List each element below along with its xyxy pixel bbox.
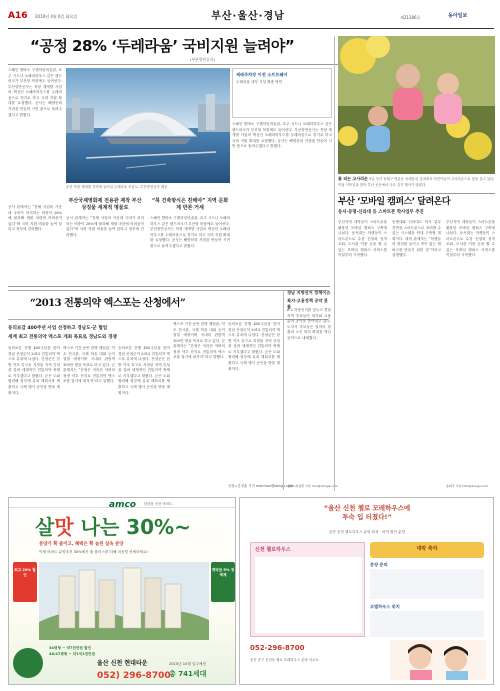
ad1-headline bbox=[35, 514, 191, 541]
page-number: A16 bbox=[8, 11, 28, 21]
lead-sidebar bbox=[232, 68, 332, 118]
ad2-info-box-2 bbox=[370, 611, 484, 637]
expo-body-2: 엑스포 기간 동안 한방 체험관, 약초 전시관, 국제 학술 대회 등이 열릴 예정이며 국내외 관람객 100만 명을 목표로 하고 있다. 군 관계자는 “산청은 지리산 자락의 청정 약초 산지로 전통의약 엑스포를 열기에 최적지”라고 말했다. bbox=[63, 346, 115, 384]
divider bbox=[334, 36, 335, 491]
ad2-section-2: 모델하우스 위치 bbox=[370, 604, 400, 609]
ad1-site: 울산 신천 현대타운 bbox=[97, 660, 148, 667]
issue-number: 제21286호 bbox=[400, 15, 421, 20]
lead-sidebar-title: 재래주차장 이전 소프트웨어 bbox=[236, 72, 288, 77]
apartment-ad[interactable] bbox=[8, 497, 236, 685]
expo-body-5: 동의보감 간행 400주년을 맞아 경남 산청군이 2013 전통의약 엑스포 유치에 나섰다. 산청군은 한방 약초 특구로 지정된 지역 특성을 살려 세계적인 전통의약 축제로 키우겠다고 밝혔다. 군은 도와 협력해 정부에 유치 계획서를 제출하고 국제 행사 승인을 받을 계획이다. bbox=[228, 322, 280, 371]
ad1-headline-mid: 맛 bbox=[54, 515, 74, 539]
divider bbox=[338, 193, 495, 194]
paper-logo: 동아일보 bbox=[448, 13, 468, 19]
spring-photo bbox=[338, 36, 495, 174]
hospital-headline: 경남 지방선거 정책이슈 bbox=[287, 290, 331, 295]
lead-body-5: 스페인 발바오 구겐하임미술관, 호주 시드니 오페라하우스 같은 랜드마크가 부산항 북항에도 들어선다. 부산항만공사는 북항 재개발 사업의 핵심인 오페라하우스를 두레라움으로 짓기로 하고 국비 지원 확대를 요청했다. 공사는 해양문화 거점을 만들어 시민 품으로 돌려주겠다고 밝혔다. bbox=[150, 216, 230, 248]
divider bbox=[8, 286, 330, 287]
section-title: 부산·울산·경남 bbox=[211, 11, 285, 22]
expo-body-4: 엑스포 기간 동안 한방 체험관, 약초 전시관, 국제 학술 대회 등이 열릴 예정이며 국내외 관람객 100만 명을 목표로 하고 있다. 군 관계자는 “산청은 지리산 자락의 청정 약초 산지로 전통의약 엑스포를 열기에 최적지”라고 말했다. bbox=[173, 322, 225, 360]
lead-body-3: 스페인 발바오 구겐하임미술관, 호주 시드니 오페라하우스 같은 랜드마크가 부산항 북항에도 들어선다. 부산항만공사는 북항 재개발 사업의 핵심인 오페라하우스를 두레라움으로 짓기로 하고 국비 지원 확대를 요청했다. 공사는 해양문화 거점을 만들어 시민 품으로 돌려주겠다고 밝혔다. bbox=[232, 122, 332, 149]
ad1-price-badge-2: 계약금 5% 정액제 bbox=[211, 562, 235, 602]
campus-headline: 부산 ‘모바일 캠퍼스’ 달려온다 bbox=[338, 197, 451, 207]
campus-subhead: 동서·동명·신라대 등 스마트폰 학사업무 추진 bbox=[338, 210, 424, 215]
lead-headline: “공정 28% ‘두레라움’ 국비지원 늘려야” bbox=[30, 37, 295, 55]
ad1-phone[interactable]: 052) 296-8700 bbox=[97, 671, 171, 681]
ad1-topbar bbox=[9, 498, 236, 508]
ad1-brand-sub: 한라삼 신천 아파트 bbox=[144, 502, 173, 506]
ad2-sub: 울산 신천 첼로하우스 분양 확정 · 파격 할인 분양 bbox=[328, 530, 406, 534]
expo-body-3: 동의보감 간행 400주년을 맞아 경남 산청군이 2013 전통의약 엑스포 유치에 나섰다. 산청군은 한방 약초 특구로 지정된 지역 특성을 살려 세계적인 전통의약 축제로 키우겠다고 밝혔다. 군은 도와 협력해 정부에 유치 계획서를 제출하고 국제 행사 승인을 받을 계획이다. bbox=[118, 346, 170, 395]
expo-subhead-1: 동의보감 400주년 사업 선정하고 경남도·군 협업 bbox=[8, 326, 108, 331]
ad2-book-page bbox=[255, 557, 362, 633]
divider bbox=[283, 290, 284, 490]
expo-headline-box bbox=[8, 290, 328, 320]
ad2-book-title: 신천 첼로하우스 bbox=[255, 547, 291, 553]
lead-subheadline-2: “북 건축방식은 친해야” 지역 문화계 반론 거세 bbox=[151, 198, 229, 211]
campus-body-2: 동명대와 신라대도 학사 업무 전반을 스마트폰으로 처리할 수 있는 시스템을 연내 구축할 계획이다. 대학 관계자는 “학생들의 편의를 높이고 종이 없는 캠퍼스를 만들기 위한 것”이라고 설명했다. bbox=[392, 220, 441, 258]
ad2-section-1: 분양 문의 bbox=[370, 562, 388, 567]
ad2-book bbox=[250, 542, 365, 637]
spring-caption-title: 꽃 피는 고사리손 bbox=[338, 176, 368, 181]
spring-caption bbox=[338, 176, 495, 188]
ad2-title-line-1: “울산 신천 첼로 모레하우스에 bbox=[323, 504, 411, 512]
campus-byline: 윤희각 기자 toto@donga.com bbox=[446, 484, 489, 488]
lead-sidebar-text: 두레라움 내부 시설 확충 방안 bbox=[236, 79, 283, 84]
ad2-contact[interactable]: 052-296-8700 bbox=[250, 644, 305, 652]
ad1-desc: 이제 아파트 분양조건 30%에서 줄 플러스를 더해 마음껏 선택하세요! bbox=[39, 550, 148, 554]
lead-photo-caption: 부산 북항 재개발 지역에 들어설 두레라움 조감도. 부산항만공사 제공 bbox=[66, 185, 168, 189]
expo-headline: “2013 전통의약 엑스포는 산청에서” bbox=[30, 298, 186, 309]
hospital-subhead: 복지·고용정책 공약 봇물 bbox=[287, 298, 328, 309]
campus-body-1: 부산지역 대학들이 스마트폰을 활용한 모바일 캠퍼스 구축에 나섰다. 동서대는 학생들이 스마트폰으로 수강 신청과 성적 조회, 도서관 이용 등을 할 수 있는 모바일 캠퍼스 서비스를 이달부터 시작했다. bbox=[338, 220, 387, 258]
expo-body-1: 동의보감 간행 400주년을 맞아 경남 산청군이 2013 전통의약 엑스포 유치에 나섰다. 산청군은 한방 약초 특구로 지정된 지역 특성을 살려 세계적인 전통의약 축제로 키우겠다고 밝혔다. 군은 도와 협력해 정부에 유치 계획서를 제출하고 국제 행사 승인을 받을 계획이다. bbox=[8, 346, 60, 395]
ad2-footer: 울산 중구 신천동 첼로 모레하우스 분양 사무소 bbox=[250, 658, 319, 662]
ad1-tagline: 분양가 확 줄이고, 혜택은 확 늘린 실속 분양 bbox=[39, 542, 124, 547]
lead-body-4: 공사 관계자는 “전체 사업비 가운데 국비가 차지하는 비중이 28%에 불과해 재원 마련에 어려움이 있다”며 국비 지원 비율을 높여 달라고 정부에 건의했다. bbox=[66, 216, 144, 237]
ad1-feature-2: 48/47평형 ~ 약1억1천만원 bbox=[49, 652, 96, 656]
ad1-units: 총 741세대 bbox=[169, 670, 207, 678]
page-header bbox=[8, 7, 494, 29]
ad1-buildings-illustration bbox=[39, 562, 209, 640]
lead-body: 스페인 발바오 구겐하임미술관, 호주 시드니 오페라하우스 같은 랜드마크가 부산항 북항에도 들어선다. 부산항만공사는 북항 재개발 사업의 핵심인 오페라하우스를 두레라움으로 짓기로 하고 국비 지원 확대를 요청했다. 공사는 해양문화 거점을 만들어 시민 품으로 돌려주겠다고 밝혔다. bbox=[8, 68, 62, 117]
ad1-headline-pre: 살 bbox=[35, 515, 55, 539]
ad2-title bbox=[254, 504, 480, 526]
ad1-price-badge-1: 최고 20% 할인 bbox=[13, 562, 37, 602]
ad2-info-box-1 bbox=[370, 569, 484, 599]
lead-body-2: 공사 관계자는 “전체 사업비 가운데 국비가 차지하는 비중이 28%에 불과해 재원 마련에 어려움이 있다”며 국비 지원 비율을 높여 달라고 정부에 건의했다. bbox=[8, 205, 62, 232]
ad1-headline-post: 나는 30%~ bbox=[73, 515, 191, 539]
ad1-feature-1: 34평형 ~ 약7천만원 할인 bbox=[49, 646, 92, 650]
expo-subhead-2: 세계 최고 전통의약 엑스포 개최 목표로 경남도와 경쟁 bbox=[8, 335, 117, 340]
modelhouse-ad[interactable] bbox=[239, 497, 494, 685]
ad1-brand: amco bbox=[109, 500, 136, 510]
lead-subhead: (부산항만공사) bbox=[190, 57, 215, 62]
hospital-byline: 창원=최창환 기자 choi@donga.com bbox=[287, 484, 338, 488]
ad2-badge: 대박 축하 bbox=[370, 542, 484, 558]
spring-caption-text: 5일 부산 동래구 명륜동 동래읍성 일대에서 어린이들이 고사리손으로 꽃을 심고 있다. 이날 식목일을 맞아 부산 곳곳에서 나무 심기 행사가 열렸다. bbox=[338, 177, 495, 187]
ad2-title-line-2: 투숙 입 터졌다!” bbox=[342, 513, 392, 522]
lead-photo bbox=[66, 68, 230, 183]
campus-body-3: 부산지역 대학들이 스마트폰을 활용한 모바일 캠퍼스 구축에 나섰다. 동서대는 학생들이 스마트폰으로 수강 신청과 성적 조회, 도서관 이용 등을 할 수 있는 모바일 캠퍼스 서비스를 이달부터 시작했다. bbox=[446, 220, 495, 258]
ad1-logo-circle bbox=[13, 648, 43, 678]
issue-date: 2010년 4월 6일 화요일 bbox=[35, 14, 78, 19]
expo-byline: 산청=강정훈 기자 manman@donga.com bbox=[228, 484, 294, 488]
ad1-movein: 2010년 10월 입주예정 bbox=[169, 662, 206, 666]
lead-subheadline-1: 부산국제영화제 전용관 제작 부산 상징물 세계적 명물로 bbox=[68, 198, 142, 211]
ad2-children-photo bbox=[390, 640, 486, 680]
hospital-body: 6·2 지방선거를 앞두고 경남 지역 후보들이 복지와 고용 분야 공약을 쏟아내고 있다. 도지사 후보들은 일자리 창출과 노인 복지 확대를 핵심 공약으로 내세웠다. bbox=[287, 308, 331, 340]
